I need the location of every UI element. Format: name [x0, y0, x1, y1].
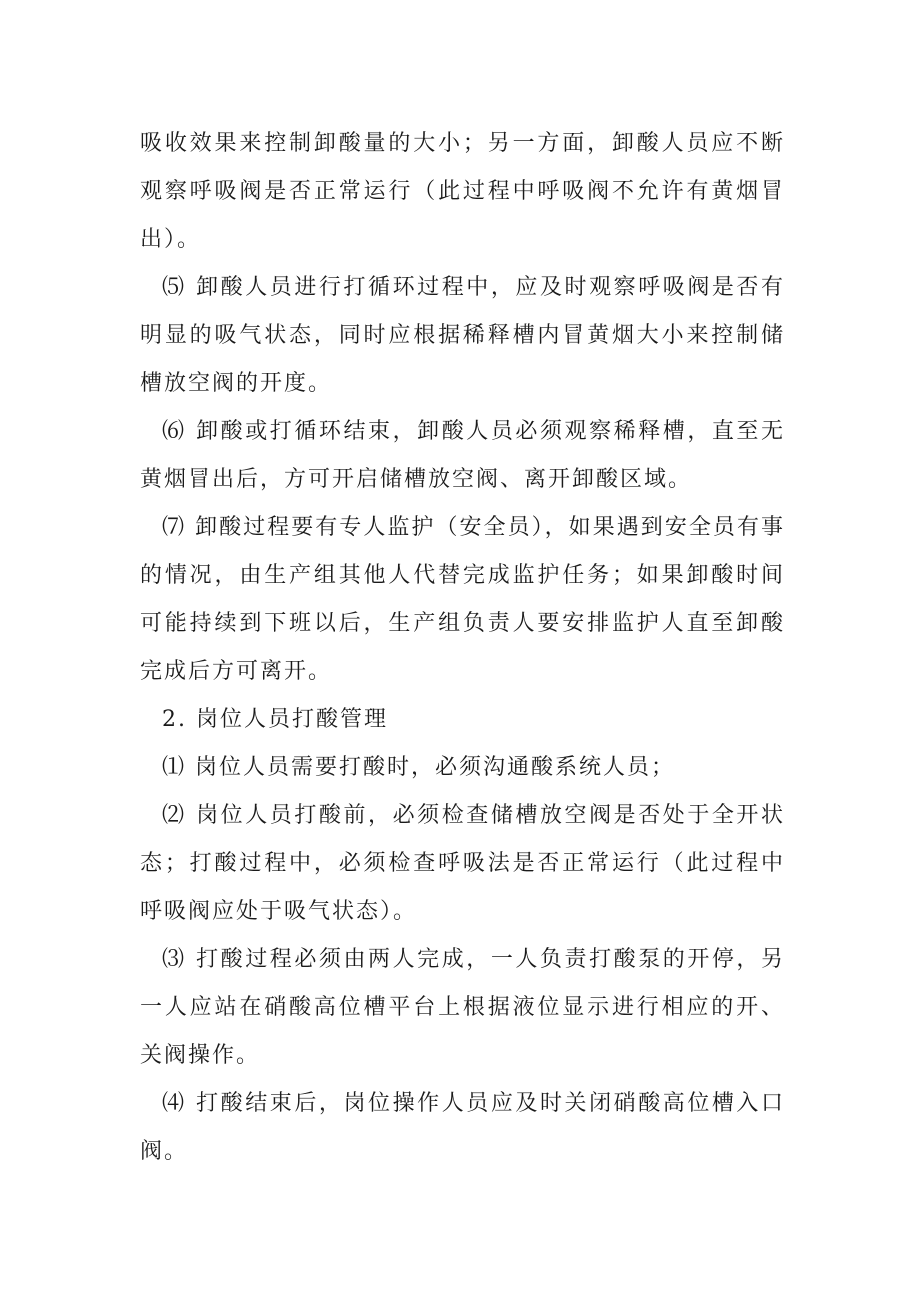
document-body: [140, 120, 785, 1176]
paragraph-item-1: ⑴ 岗位人员需要打酸时，必须沟通酸系统人员；: [162, 755, 675, 780]
section-heading-2: 2. 岗位人员打酸管理: [162, 707, 388, 732]
paragraph-continuation: 吸收效果来控制卸酸量的大小；另一方面，卸酸人员应不断观察呼吸阀是否正常运行（此过程中呼吸阀不允许有黄烟冒出）。: [140, 131, 785, 252]
paragraph-item-6: ⑹ 卸酸或打循环结束，卸酸人员必须观察稀释槽，直至无黄烟冒出后，方可开启储槽放空阀、离开卸酸区域。: [140, 419, 785, 492]
paragraph-item-3: ⑶ 打酸过程必须由两人完成，一人负责打酸泵的开停，另一人应站在硝酸高位槽平台上根据液位显示进行相应的开、关阀操作。: [140, 947, 785, 1068]
paragraph-item-7: ⑺ 卸酸过程要有专人监护（安全员），如果遇到安全员有事的情况，由生产组其他人代替完成监护任务；如果卸酸时间可能持续到下班以后，生产组负责人要安排监护人直至卸酸完成后方可离开。: [140, 515, 785, 684]
paragraph-item-4: ⑷ 打酸结束后，岗位操作人员应及时关闭硝酸高位槽入口阀。: [140, 1091, 785, 1164]
paragraph-item-2: ⑵ 岗位人员打酸前，必须检查储槽放空阀是否处于全开状态；打酸过程中，必须检查呼吸法是否正常运行（此过程中呼吸阀应处于吸气状态）。: [140, 803, 785, 924]
paragraph-item-5: ⑸ 卸酸人员进行打循环过程中，应及时观察呼吸阀是否有明显的吸气状态，同时应根据稀释槽内冒黄烟大小来控制储槽放空阀的开度。: [140, 275, 785, 396]
